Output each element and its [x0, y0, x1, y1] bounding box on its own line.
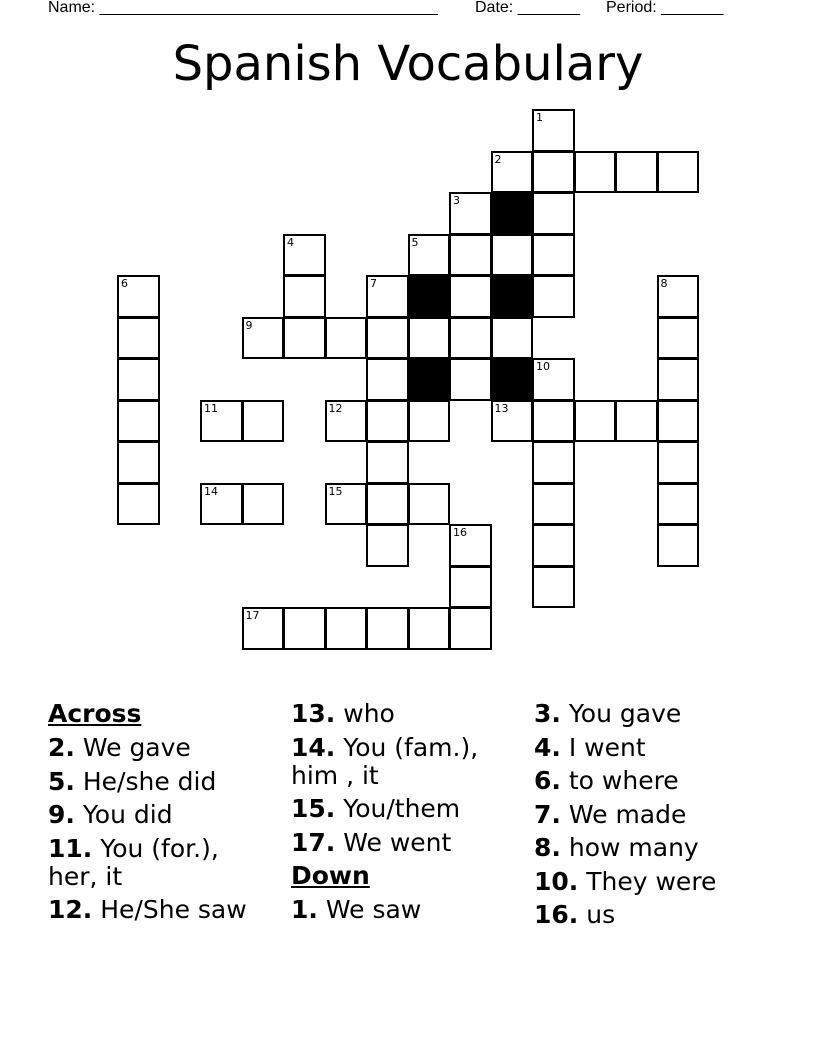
across-clue: [291, 734, 506, 790]
grid-cell[interactable]: [657, 358, 700, 401]
header: [0, 0, 816, 19]
clue-text: They were: [586, 866, 717, 896]
grid-cell[interactable]: [117, 358, 160, 401]
grid-cell[interactable]: [366, 607, 409, 650]
clue-number: 8.: [534, 833, 561, 862]
clue-number: 3.: [534, 699, 561, 728]
clue-text: You (fam.), him , it: [291, 732, 479, 790]
clue-number-label: 16: [453, 526, 467, 539]
clue-number-label: 2: [494, 152, 502, 166]
clue-number: 2.: [48, 732, 75, 762]
across-clue: [291, 829, 526, 857]
grid-cell[interactable]: [283, 275, 326, 318]
across-clue: [48, 768, 283, 796]
grid-cell[interactable]: [366, 275, 409, 318]
clue-number-label: 14: [204, 484, 218, 498]
clue-text: You/them: [343, 794, 461, 823]
clue-number-label: 8: [660, 277, 668, 290]
clue-text: You (for.), her, it: [48, 833, 219, 891]
clues-section: [0, 700, 816, 1020]
black-cell: [491, 358, 534, 401]
clue-column-1: [48, 700, 283, 930]
grid-cell[interactable]: [283, 317, 326, 360]
clue-text: You did: [82, 800, 173, 829]
grid-cell[interactable]: [574, 400, 617, 443]
black-cell: [408, 358, 451, 401]
grid-cell[interactable]: [408, 234, 451, 277]
clue-text: We saw: [325, 894, 422, 924]
grid-cell[interactable]: [449, 192, 492, 235]
clue-number: 13.: [291, 699, 336, 728]
down-clue: [534, 734, 769, 762]
grid-cell[interactable]: [532, 151, 575, 194]
grid-cell[interactable]: [449, 607, 492, 650]
grid-cell[interactable]: [657, 151, 700, 194]
grid-cell[interactable]: [242, 607, 285, 650]
clue-number: 10.: [534, 866, 579, 896]
clue-text: We gave: [82, 732, 191, 762]
clue-number-label: 12: [328, 401, 343, 415]
clue-text: how many: [568, 833, 699, 862]
clue-number-label: 1: [536, 111, 543, 124]
grid-cell[interactable]: [117, 275, 160, 318]
grid-cell[interactable]: [325, 317, 368, 360]
down-clue: [534, 700, 769, 728]
across-clue: [291, 795, 526, 823]
grid-cell[interactable]: [283, 607, 326, 650]
grid-cell[interactable]: [200, 483, 243, 526]
clue-number-label: 13: [494, 401, 509, 415]
grid-cell[interactable]: [532, 400, 575, 443]
clue-number: 17.: [291, 827, 336, 857]
grid-cell[interactable]: [325, 483, 368, 526]
clue-number: 6.: [534, 766, 561, 795]
grid-cell[interactable]: [491, 400, 534, 443]
down-clue: [534, 868, 769, 896]
grid-cell[interactable]: [657, 483, 700, 526]
period-field-label: Period: _______: [606, 0, 724, 16]
across-heading: Across: [48, 699, 142, 728]
grid-cell[interactable]: [491, 151, 534, 194]
black-cell: [491, 192, 534, 235]
clue-text: You gave: [568, 699, 682, 728]
clue-number: 5.: [48, 766, 75, 796]
clue-text: He/she did: [82, 766, 217, 796]
clue-number-label: 4: [287, 235, 294, 249]
grid-cell[interactable]: [532, 275, 575, 318]
clue-number: 11.: [48, 833, 93, 863]
clue-number-label: 6: [121, 277, 128, 290]
grid-cell[interactable]: [408, 400, 451, 443]
grid-cell[interactable]: [242, 317, 285, 360]
grid-cell[interactable]: [325, 400, 368, 443]
black-cell: [491, 275, 534, 318]
clue-text: He/She saw: [100, 895, 247, 924]
grid-cell[interactable]: [532, 483, 575, 526]
black-cell: [408, 275, 451, 318]
across-clue: [48, 801, 283, 829]
clue-text: We went: [343, 827, 452, 857]
down-clue: [534, 801, 769, 829]
clue-column-2: [291, 700, 526, 929]
grid-cell[interactable]: [574, 151, 617, 194]
grid-cell[interactable]: [325, 607, 368, 650]
date-field-label: Date: _______: [475, 0, 580, 16]
clue-text: us: [586, 900, 616, 929]
grid-cell[interactable]: [366, 441, 409, 484]
clue-number-label: 15: [328, 484, 343, 498]
clue-number-label: 5: [411, 235, 419, 249]
clue-number-label: 11: [204, 401, 218, 415]
grid-cell[interactable]: [366, 524, 409, 567]
page-title: Spanish Vocabulary: [172, 36, 644, 92]
grid-cell[interactable]: [242, 483, 285, 526]
clue-text: We made: [568, 799, 687, 829]
clue-number: 16.: [534, 900, 579, 929]
grid-cell[interactable]: [366, 483, 409, 526]
grid-cell[interactable]: [657, 317, 700, 360]
clue-text: to where: [568, 766, 679, 795]
clue-number-label: 9: [245, 318, 253, 332]
grid-cell[interactable]: [491, 234, 534, 277]
grid-cell[interactable]: [366, 317, 409, 360]
grid-cell[interactable]: [366, 400, 409, 443]
grid-cell[interactable]: [117, 483, 160, 526]
clue-number-label: 17: [245, 609, 260, 622]
grid-cell[interactable]: [491, 317, 534, 360]
grid-cell[interactable]: [200, 400, 243, 443]
grid-cell[interactable]: [532, 109, 575, 152]
clue-number: 14.: [291, 732, 336, 762]
grid-cell[interactable]: [657, 400, 700, 443]
clue-number: 1.: [291, 894, 318, 924]
clue-number: 4.: [534, 732, 561, 762]
grid-cell[interactable]: [408, 483, 451, 526]
grid-cell[interactable]: [283, 234, 326, 277]
grid-cell[interactable]: [117, 317, 160, 360]
across-clue: [48, 896, 283, 924]
grid-cell[interactable]: [449, 234, 492, 277]
grid-cell[interactable]: [117, 441, 160, 484]
clue-column-3: [534, 700, 769, 935]
across-clue: [48, 835, 248, 891]
grid-cell[interactable]: [408, 317, 451, 360]
grid-cell[interactable]: [532, 358, 575, 401]
clue-number-label: 3: [453, 194, 460, 207]
clue-number: 7.: [534, 799, 561, 829]
grid-cell[interactable]: [449, 317, 492, 360]
clue-number-label: 10: [536, 360, 550, 373]
clue-number-label: 7: [370, 277, 377, 290]
down-clue: [534, 767, 769, 795]
grid-cell[interactable]: [657, 275, 700, 318]
grid-cell[interactable]: [532, 441, 575, 484]
clue-number: 12.: [48, 895, 93, 924]
grid-cell[interactable]: [449, 358, 492, 401]
down-clue: [534, 901, 769, 929]
grid-cell[interactable]: [532, 524, 575, 567]
grid-cell[interactable]: [366, 358, 409, 401]
grid-cell[interactable]: [449, 524, 492, 567]
across-clue: [291, 700, 526, 728]
clue-number: 9.: [48, 800, 75, 829]
grid-cell[interactable]: [449, 566, 492, 609]
grid-cell[interactable]: [449, 275, 492, 318]
grid-cell[interactable]: [657, 524, 700, 567]
grid-cell[interactable]: [408, 607, 451, 650]
grid-cell[interactable]: [615, 151, 658, 194]
down-clue: [291, 896, 526, 924]
clue-number: 15.: [291, 794, 336, 823]
name-field-label: Name: ______________________________________: [48, 0, 438, 16]
grid-cell[interactable]: [615, 400, 658, 443]
grid-cell[interactable]: [657, 441, 700, 484]
grid-cell[interactable]: [117, 400, 160, 443]
clue-text: I went: [568, 732, 646, 762]
clue-text: who: [343, 699, 395, 728]
grid-cell[interactable]: [242, 400, 285, 443]
down-heading: Down: [291, 861, 370, 890]
across-clue: [48, 734, 283, 762]
grid-cell[interactable]: [532, 234, 575, 277]
grid-cell[interactable]: [532, 566, 575, 609]
grid-cell[interactable]: [532, 192, 575, 235]
down-clue: [534, 834, 769, 862]
